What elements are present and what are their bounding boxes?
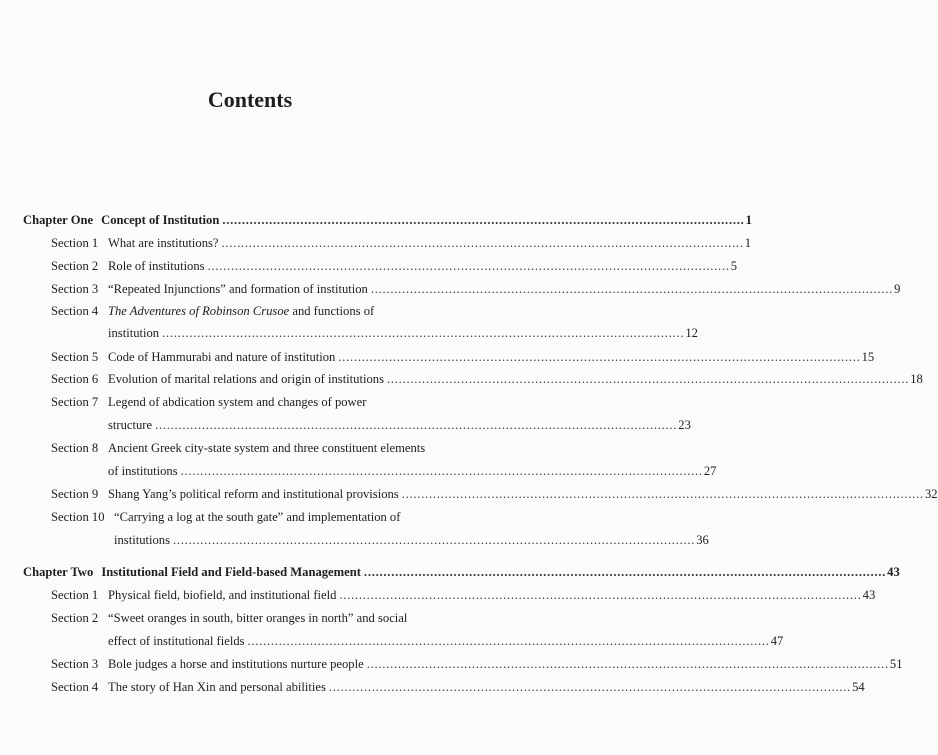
toc-section-entry[interactable] [51, 394, 458, 410]
section-title: Evolution of marital relations and origin of institutions [108, 372, 384, 386]
toc-section-entry[interactable] [51, 235, 752, 251]
section-label: Section 4 [51, 680, 99, 694]
section-label: Section 4 [51, 304, 99, 318]
toc-section-continuation[interactable] [114, 532, 709, 548]
dot-leader [155, 417, 675, 433]
section-title: Shang Yang’s political reform and institutional provisions [108, 487, 399, 501]
page-number: 43 [887, 565, 900, 579]
page-number: 36 [696, 533, 709, 547]
page-number: 32 [924, 487, 938, 501]
toc-section-entry[interactable] [51, 509, 458, 525]
page-number: 1 [745, 213, 752, 227]
section-label: Section 3 [51, 657, 99, 671]
section-label: Section 2 [51, 259, 99, 273]
chapter-title: Concept of Institution [101, 213, 220, 227]
section-title-line2: effect of institutional fields [108, 634, 245, 648]
section-title: Physical field, biofield, and institutional field [108, 588, 337, 602]
toc-section-continuation[interactable] [108, 463, 717, 479]
toc-section-entry[interactable] [51, 587, 876, 603]
section-title: Legend of abdication system and changes of power [108, 395, 367, 409]
section-title: The story of Han Xin and personal abilities [108, 680, 326, 694]
dot-leader [181, 463, 701, 479]
section-label: Section 10 [51, 510, 105, 524]
dot-leader [387, 371, 907, 387]
page-number: 12 [685, 326, 698, 340]
page-number: 1 [744, 236, 752, 250]
toc-section-entry[interactable] [51, 486, 938, 502]
dot-leader [208, 258, 728, 274]
chapter-label: Chapter One [23, 213, 94, 227]
toc-section-entry[interactable] [51, 679, 865, 695]
chapter-title: Institutional Field and Field-based Management [101, 565, 361, 579]
section-title: Bole judges a horse and institutions nurture people [108, 657, 364, 671]
page-number: 23 [678, 418, 691, 432]
page-number: 9 [894, 282, 901, 296]
dot-leader [402, 486, 922, 502]
dot-leader [367, 656, 887, 672]
section-label: Section 9 [51, 487, 99, 501]
section-label: Section 6 [51, 372, 99, 386]
section-title: “Repeated Injunctions” and formation of institution [108, 282, 368, 296]
section-title: “Carrying a log at the south gate” and implementation of [114, 510, 401, 524]
dot-leader [339, 587, 859, 603]
dot-leader [329, 679, 849, 695]
section-label: Section 3 [51, 282, 99, 296]
section-label: Section 1 [51, 588, 99, 602]
section-title-line2: of institutions [108, 464, 178, 478]
toc-section-entry[interactable] [51, 258, 738, 274]
chapter-label: Chapter Two [23, 565, 94, 579]
dot-leader [248, 633, 768, 649]
toc-section-entry[interactable] [51, 656, 903, 672]
section-title: Ancient Greek city-state system and three constituent elements [108, 441, 426, 455]
toc-section-continuation[interactable] [108, 417, 691, 433]
section-label: Section 5 [51, 350, 99, 364]
dot-leader [222, 212, 742, 228]
page-number: 43 [862, 588, 876, 602]
section-title: Code of Hammurabi and nature of institution [108, 350, 336, 364]
toc-section-entry[interactable] [51, 371, 923, 387]
dot-leader [173, 532, 693, 548]
toc-section-entry[interactable] [51, 281, 901, 297]
toc-section-continuation[interactable] [108, 325, 698, 341]
toc-chapter-entry[interactable] [23, 212, 752, 228]
page-number: 54 [852, 680, 865, 694]
page-number: 5 [730, 259, 738, 273]
dot-leader [338, 349, 858, 365]
toc-section-entry[interactable] [51, 303, 458, 319]
toc-section-entry[interactable] [51, 349, 875, 365]
page-number: 15 [861, 350, 875, 364]
page-title: Contents [207, 87, 293, 112]
section-label: Section 1 [51, 236, 99, 250]
section-title-line2: structure [108, 418, 153, 432]
page-number: 18 [910, 372, 923, 386]
section-title: “Sweet oranges in south, bitter oranges in north” and social [108, 611, 408, 625]
section-title: Role of institutions [108, 259, 205, 273]
section-title-line2: institutions [114, 533, 170, 547]
section-title-rest: and functions of [289, 304, 375, 318]
page-number: 47 [770, 634, 784, 648]
page-number: 27 [703, 464, 717, 478]
dot-leader [371, 281, 891, 297]
section-title: What are institutions? [108, 236, 219, 250]
page-number: 51 [889, 657, 903, 671]
toc-section-continuation[interactable] [108, 633, 784, 649]
book-title: The Adventures of Robinson Crusoe [108, 304, 290, 318]
dot-leader [364, 564, 884, 580]
toc-section-entry[interactable] [51, 440, 458, 456]
section-title-line2: institution [108, 326, 160, 340]
section-label: Section 7 [51, 395, 99, 409]
section-title [108, 303, 374, 319]
dot-leader [162, 325, 682, 341]
toc-chapter-entry[interactable] [23, 564, 900, 580]
section-label: Section 2 [51, 611, 99, 625]
toc-section-entry[interactable] [51, 610, 458, 626]
section-label: Section 8 [51, 441, 99, 455]
dot-leader [222, 235, 742, 251]
